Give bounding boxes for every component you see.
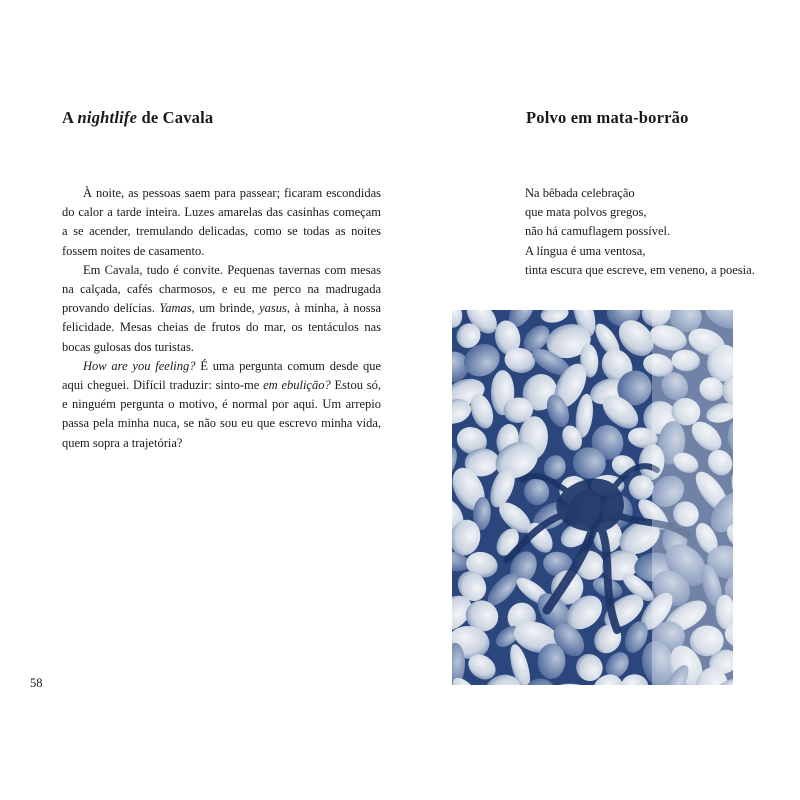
- poem-line: A língua é uma ventosa,: [525, 243, 646, 258]
- paragraph: À noite, as pessoas saem para passear; ficaram escondidas do calor a tarde inteira. Luzes amarelas das casinhas começam a se acender, tremulando delicadas, como se todas as noites fossem noites de casamento.: [62, 186, 381, 258]
- prose-body: [62, 184, 381, 453]
- paragraph: Em Cavala, tudo é convite. Pequenas tavernas com mesas na calçada, cafés charmosos, e eu me perco na madrugada provando delícias. Yamas, um brinde, yasus, à minha, à nossa felicidade. Mesas cheias de frutos do mar, os tentáculos nas bocas gulosas dos turistas.: [62, 262, 382, 354]
- paragraph: How are you feeling? É uma pergunta comum desde que aqui cheguei. Difícil traduzir: sinto-me em ebulição? Estou só, e ninguém pergunta o motivo, é normal por aqui. Um arrepio passa pela minha nuca, se não sou eu que escrevo minha vida, quem sopra a trajetória?: [62, 358, 382, 450]
- poem-line: Na bêbada celebração: [525, 186, 635, 200]
- poem-line: que mata polvos gregos,: [525, 205, 647, 220]
- chapter-title: A nightlife de Cavala: [62, 108, 214, 127]
- poem: [525, 184, 755, 280]
- poem-title: Polvo em mata-borrão: [526, 108, 689, 127]
- poem-line: não há camuflagem possível.: [525, 224, 671, 239]
- poem-line: tinta escura que escreve, em veneno, a poesia.: [525, 262, 755, 277]
- cyanotype-photo: [452, 310, 733, 685]
- octopus-on-pebbles-image: [452, 310, 733, 685]
- page-number: 58: [30, 676, 43, 690]
